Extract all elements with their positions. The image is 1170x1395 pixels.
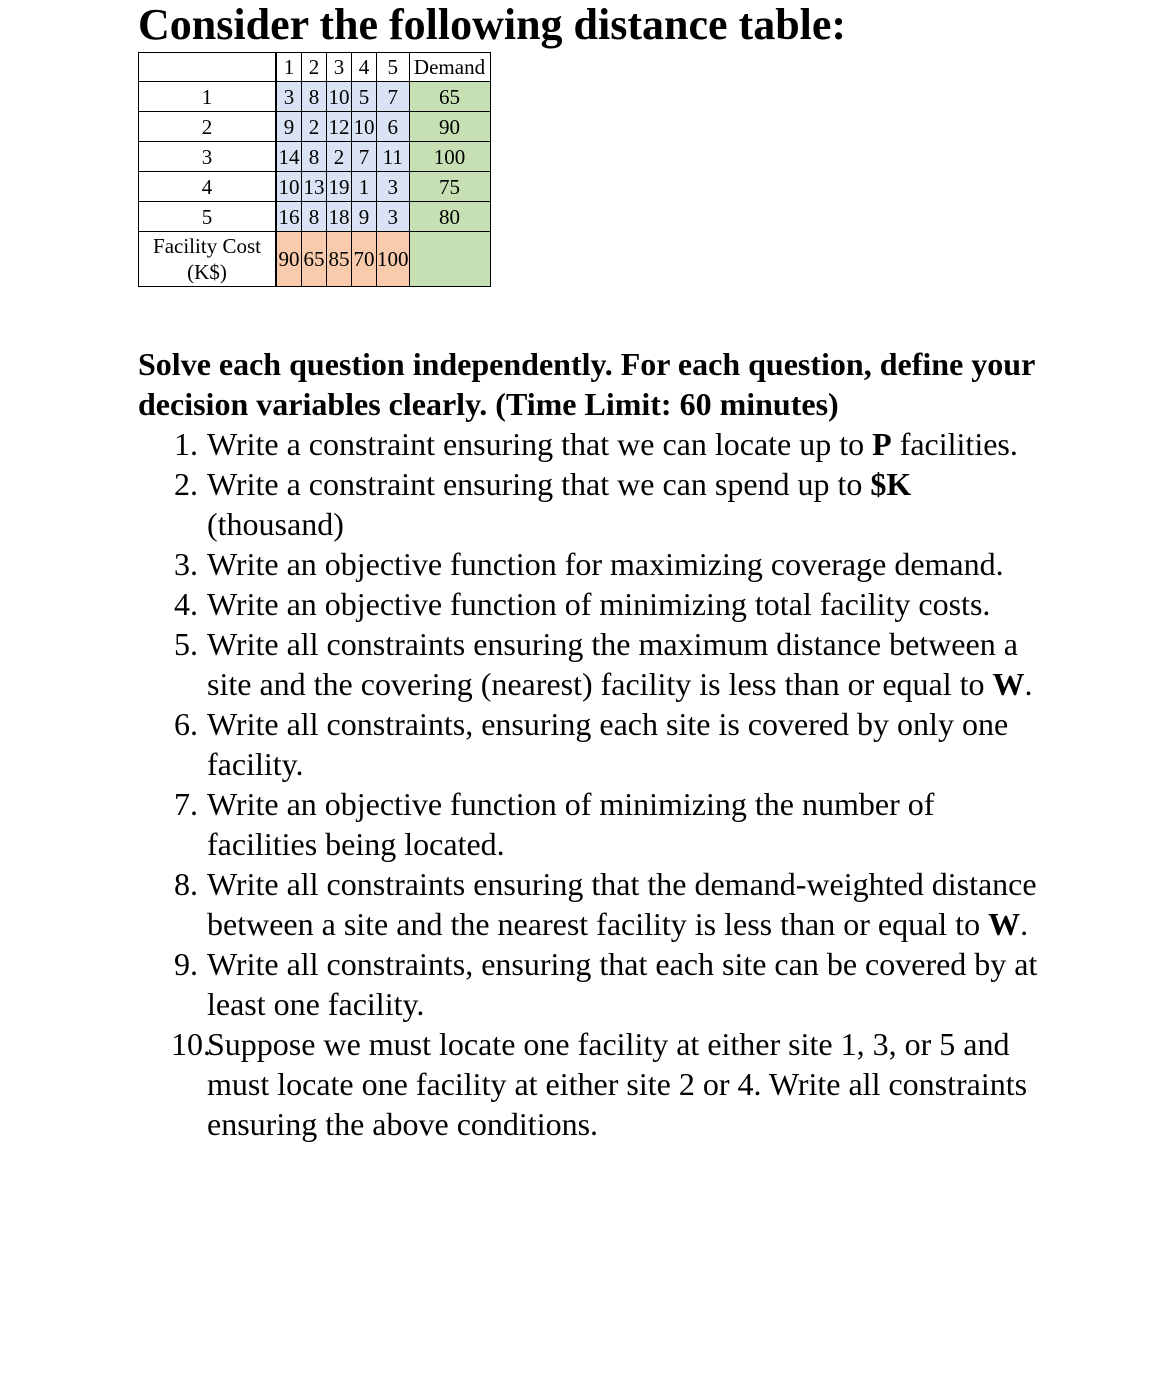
distance-cell: 12 — [327, 112, 352, 142]
row-label: 1 — [139, 82, 277, 112]
question-text: Write all constraints ensuring the maximum distance between a site and the covering (nearest) facility is less than or equal to — [207, 626, 1018, 702]
question-number: 10. — [171, 1026, 211, 1062]
distance-cell: 19 — [327, 172, 352, 202]
distance-cell: 13 — [302, 172, 327, 202]
col-header-demand: Demand — [409, 53, 490, 82]
distance-table — [138, 52, 491, 287]
distance-cell: 5 — [352, 82, 377, 112]
distance-cell: 14 — [276, 142, 302, 172]
question-bold-term: P — [872, 426, 892, 462]
table-row — [139, 112, 491, 142]
instructions-text: Solve each question independently. For each question, define your decision variables clearly. (Time Limit: 60 minutes) — [138, 346, 1035, 422]
question-text-after: (thousand) — [207, 506, 344, 542]
distance-cell: 8 — [302, 82, 327, 112]
question-text: Write an objective function of minimizing total facility costs. — [207, 586, 991, 622]
demand-cell: 65 — [409, 82, 490, 112]
table-row — [139, 202, 491, 232]
question-item — [138, 544, 1038, 584]
distance-cell: 3 — [377, 202, 410, 232]
table-row — [139, 82, 491, 112]
col-header-4: 4 — [352, 53, 377, 82]
facility-cost-label — [139, 232, 277, 287]
question-text: Write all constraints, ensuring each site is covered by only one facility. — [207, 706, 1009, 782]
distance-cell: 1 — [352, 172, 377, 202]
table-header-row — [139, 53, 491, 82]
question-bold-term: W — [988, 906, 1021, 942]
question-number: 4. — [174, 586, 198, 622]
demand-cell: 90 — [409, 112, 490, 142]
question-item — [138, 944, 1038, 1024]
demand-cell: 75 — [409, 172, 490, 202]
page-title: Consider the following distance table: — [138, 0, 847, 49]
row-label: 5 — [139, 202, 277, 232]
question-item — [138, 424, 1038, 464]
row-label: 3 — [139, 142, 277, 172]
distance-cell: 3 — [276, 82, 302, 112]
question-item — [138, 864, 1038, 944]
question-number: 6. — [174, 706, 198, 742]
demand-cell: 100 — [409, 142, 490, 172]
facility-cost-cell: 85 — [327, 232, 352, 287]
question-item — [138, 1024, 1038, 1144]
distance-cell: 2 — [302, 112, 327, 142]
facility-cost-cell: 100 — [377, 232, 410, 287]
question-number: 3. — [174, 546, 198, 582]
distance-cell: 6 — [377, 112, 410, 142]
empty-demand-cell — [409, 232, 490, 287]
facility-cost-cell: 90 — [276, 232, 302, 287]
question-list — [138, 424, 1038, 1144]
facility-cost-cell: 70 — [352, 232, 377, 287]
distance-cell: 3 — [377, 172, 410, 202]
facility-cost-row — [139, 232, 491, 287]
distance-cell: 16 — [276, 202, 302, 232]
distance-cell: 8 — [302, 202, 327, 232]
col-header-3: 3 — [327, 53, 352, 82]
distance-cell: 10 — [327, 82, 352, 112]
question-bold-term: W — [992, 666, 1025, 702]
question-number: 5. — [174, 626, 198, 662]
question-number: 2. — [174, 466, 198, 502]
question-number: 7. — [174, 786, 198, 822]
row-label: 4 — [139, 172, 277, 202]
question-text-after: . — [1024, 666, 1033, 702]
distance-cell: 10 — [276, 172, 302, 202]
distance-cell: 10 — [352, 112, 377, 142]
question-text-after: . — [1020, 906, 1029, 942]
question-item — [138, 704, 1038, 784]
distance-cell: 7 — [352, 142, 377, 172]
question-number: 8. — [174, 866, 198, 902]
facility-cost-label-line2: (K$) — [187, 260, 227, 284]
distance-cell: 9 — [276, 112, 302, 142]
question-item — [138, 784, 1038, 864]
col-header-1: 1 — [276, 53, 302, 82]
distance-cell: 7 — [377, 82, 410, 112]
row-label: 2 — [139, 112, 277, 142]
distance-cell: 18 — [327, 202, 352, 232]
question-number: 9. — [174, 946, 198, 982]
distance-cell: 11 — [377, 142, 410, 172]
distance-cell: 2 — [327, 142, 352, 172]
question-item — [138, 464, 1038, 544]
demand-cell: 80 — [409, 202, 490, 232]
col-header-2: 2 — [302, 53, 327, 82]
question-text: Suppose we must locate one facility at either site 1, 3, or 5 and must locate one facility at either site 2 or 4. Write all constraints ensuring the above conditions. — [207, 1026, 1028, 1142]
question-text: Write all constraints ensuring that the demand-weighted distance between a site and the nearest facility is less than or equal to — [207, 866, 1037, 942]
question-text-after: facilities. — [891, 426, 1018, 462]
question-item — [138, 624, 1038, 704]
question-number: 1. — [174, 426, 198, 462]
distance-cell: 9 — [352, 202, 377, 232]
question-item — [138, 584, 1038, 624]
question-text: Write a constraint ensuring that we can spend up to — [207, 466, 871, 502]
distance-cell: 8 — [302, 142, 327, 172]
corner-cell — [139, 53, 277, 82]
table-row — [139, 172, 491, 202]
facility-cost-cell: 65 — [302, 232, 327, 287]
table-row — [139, 142, 491, 172]
question-text: Write an objective function for maximizing coverage demand. — [207, 546, 1004, 582]
facility-cost-label-line1: Facility Cost — [153, 234, 261, 258]
col-header-5: 5 — [377, 53, 410, 82]
question-text: Write all constraints, ensuring that each site can be covered by at least one facility. — [207, 946, 1038, 1022]
question-text: Write a constraint ensuring that we can locate up to — [207, 426, 873, 462]
question-bold-term: $K — [870, 466, 912, 502]
question-text: Write an objective function of minimizing the number of facilities being located. — [207, 786, 935, 862]
